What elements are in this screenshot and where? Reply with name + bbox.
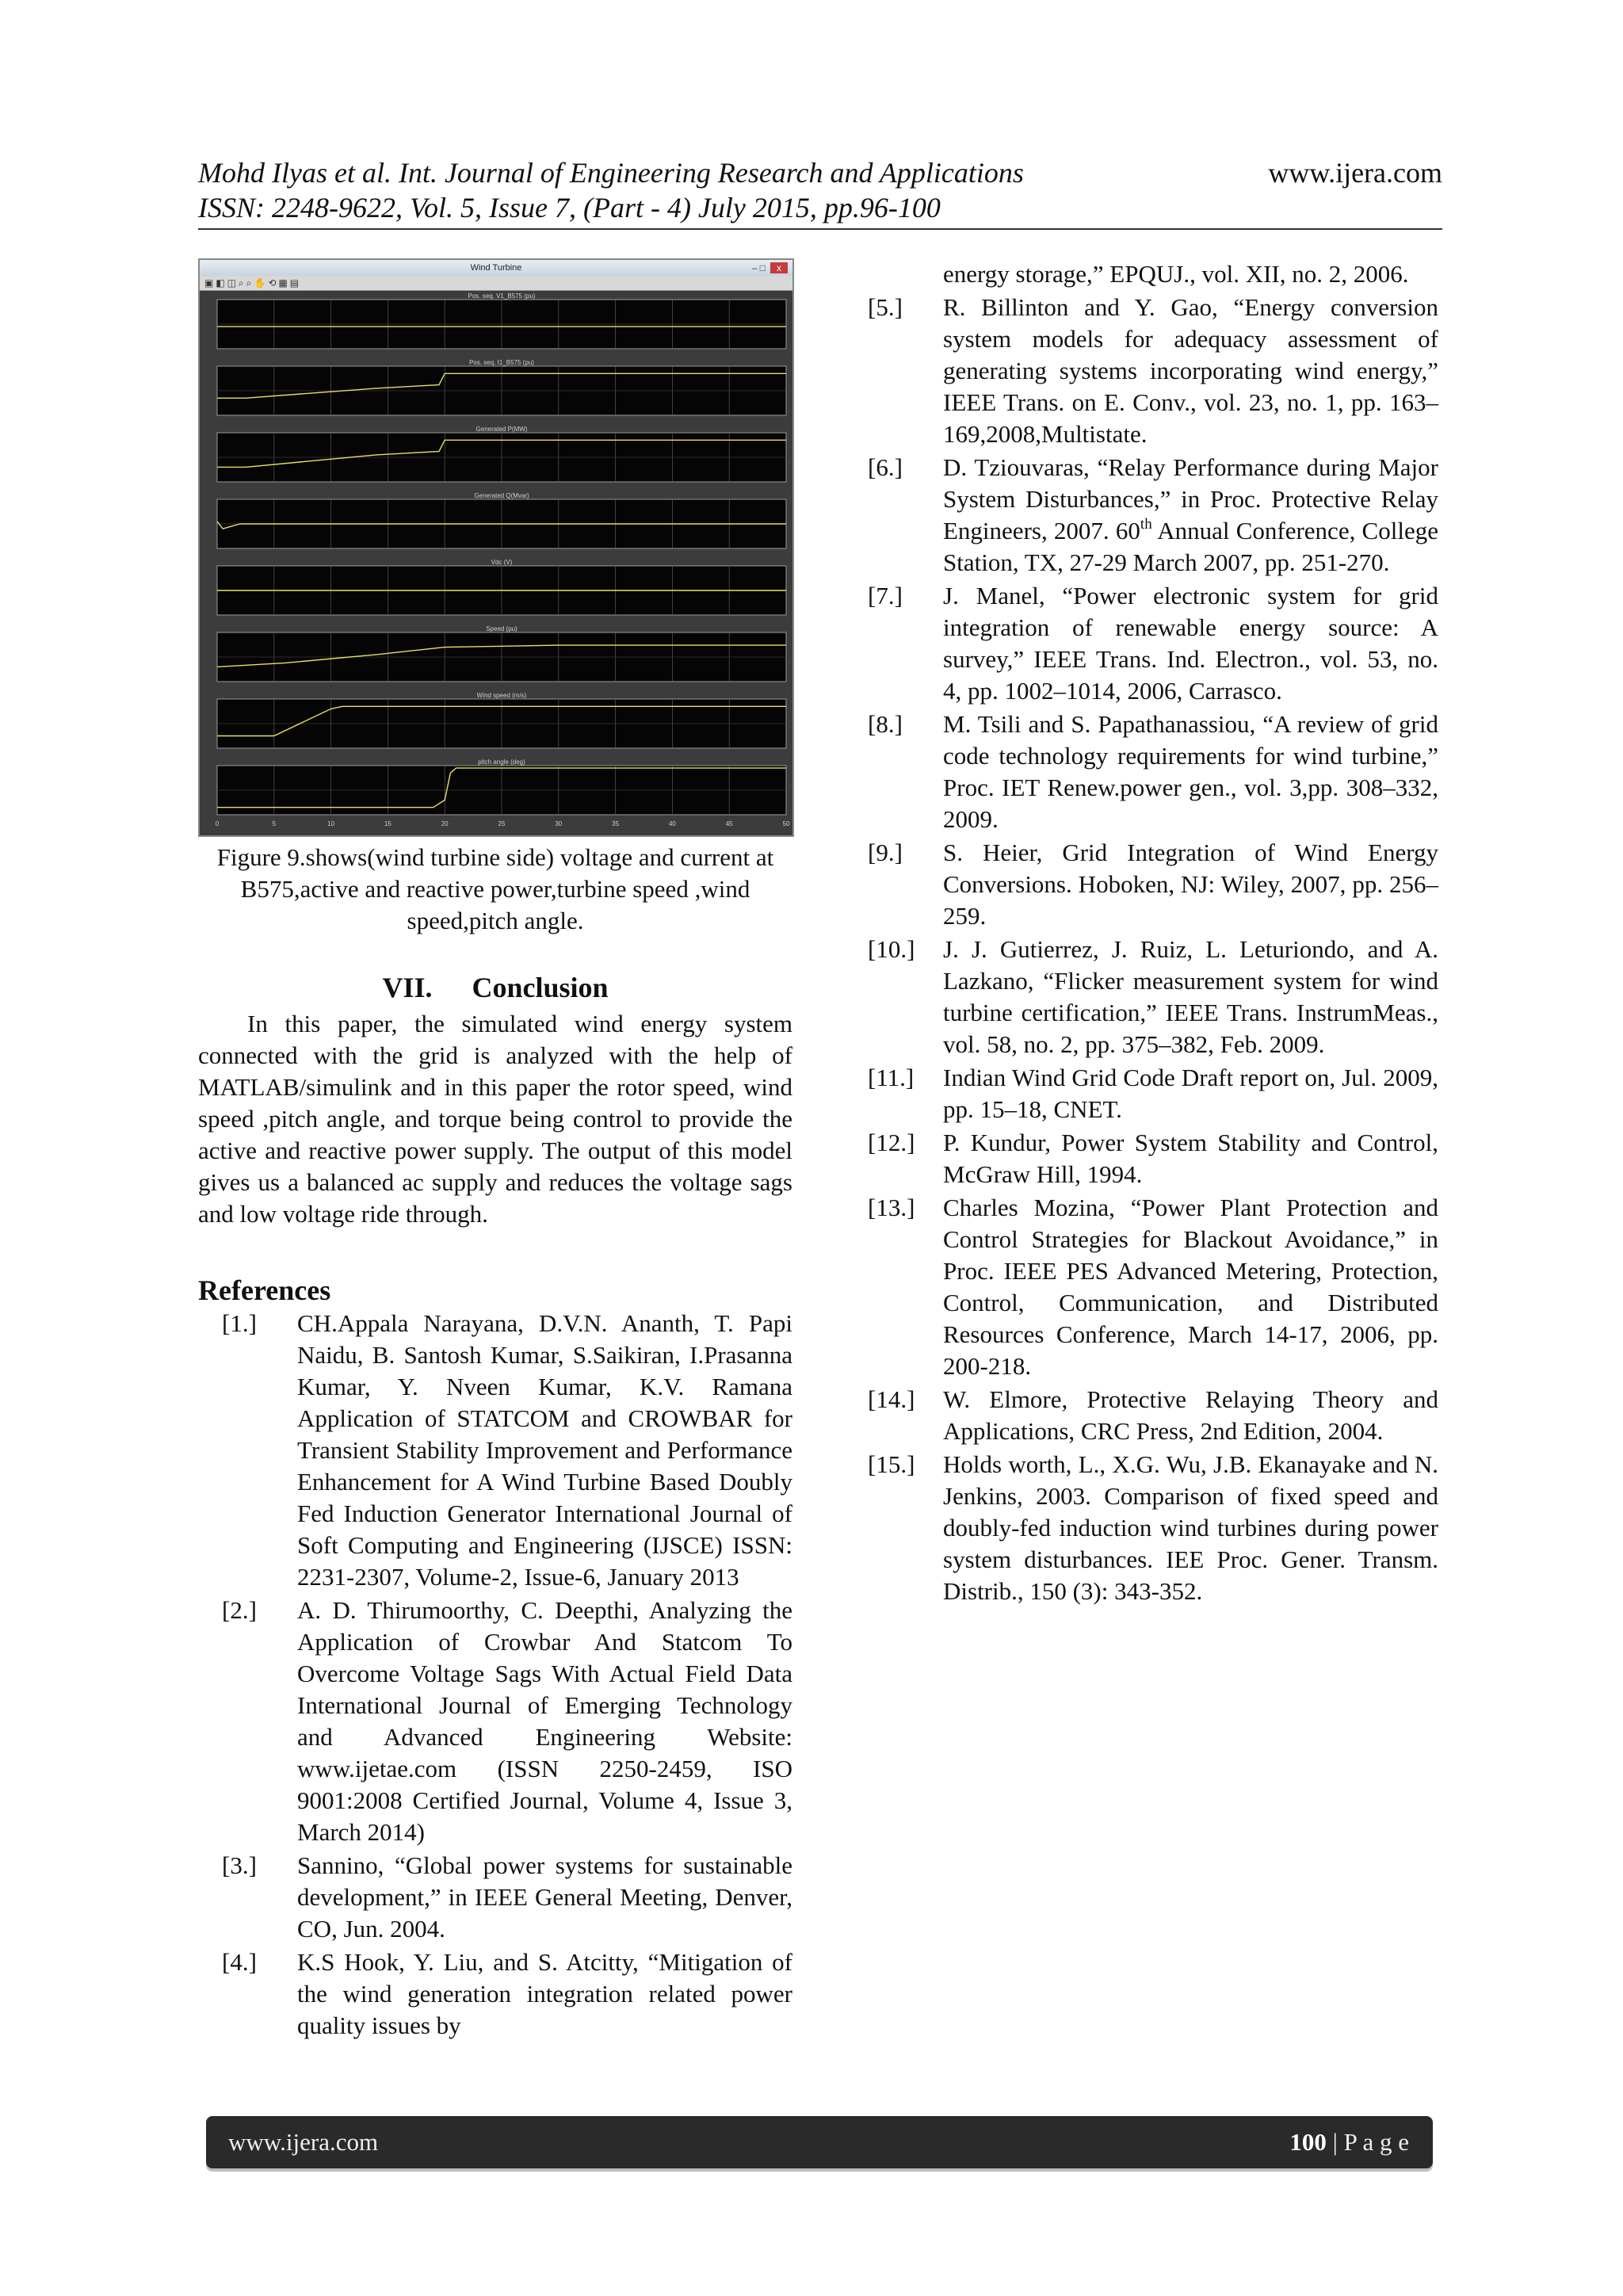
reference-number: [8.] <box>868 710 903 738</box>
reference-number: [3.] <box>222 1851 257 1879</box>
right-column <box>868 258 1438 1609</box>
x-tick-label: 35 <box>612 820 620 827</box>
reference-text: P. Kundur, Power System Stability and Control, McGraw Hill, 1994. <box>943 1129 1438 1188</box>
x-tick-label: 20 <box>441 820 449 827</box>
section-number: VII. <box>382 972 433 1003</box>
x-tick-label: 45 <box>725 820 733 827</box>
reference-item <box>868 709 1438 835</box>
page-footer <box>206 2116 1433 2168</box>
x-tick-label: 15 <box>384 820 391 827</box>
page-number <box>1289 2116 1409 2168</box>
figure-toolbar: ▣◧◫⌕⌕✋⟲▦▤ <box>200 276 792 291</box>
reference-text: M. Tsili and S. Papathanassiou, “A review of grid code technology requirements for wind turbine,” Proc. IET Renew.power gen., vol. 3,pp. 308–332, 2009. <box>943 710 1438 833</box>
scope-plots <box>200 290 792 835</box>
plot-label: Wind speed (m/s) <box>476 692 527 699</box>
reference-number: [1.] <box>222 1309 257 1337</box>
figure-window-title: Wind Turbine <box>470 263 522 273</box>
reference-text: A. D. Thirumoorthy, C. Deepthi, Analyzing the Application of Crowbar And Statcom To Overcome Voltage Sags With Actual Field Data International Journal of Emerging Technology and Advanced Engineering Website: www.ijetae.com (ISSN 2250-2459, ISO 9001:2008 Certified Journal, Volume 4, Issue 3, March 2014) <box>297 1596 792 1846</box>
section-title: Conclusion <box>472 972 609 1003</box>
plot-label: Generated Q(Mvar) <box>474 492 529 499</box>
reference-number: [13.] <box>868 1194 915 1221</box>
reference-text: energy storage,” EPQUJ., vol. XII, no. 2, 2006. <box>943 260 1409 288</box>
reference-item <box>198 1595 792 1848</box>
reference-text: Indian Wind Grid Code Draft report on, Jul. 2009, pp. 15–18, CNET. <box>943 1064 1438 1123</box>
reference-text: Charles Mozina, “Power Plant Protection and Control Strategies for Blackout Avoidance,” in Proc. IEEE PES Advanced Metering, Protection, Control, Communication, and Distributed Resources Conference, March 14-17, 2006, pp. 200-218. <box>943 1194 1438 1380</box>
x-tick-label: 25 <box>498 820 506 827</box>
header-url: www.ijera.com <box>1268 157 1442 189</box>
reference-number: [5.] <box>868 293 903 321</box>
reference-continuation <box>868 258 1438 290</box>
references-heading: References <box>198 1274 331 1306</box>
reference-number: [10.] <box>868 935 915 963</box>
reference-item <box>868 837 1438 932</box>
running-header-line-1 <box>198 155 1442 190</box>
reference-number: [9.] <box>868 839 903 866</box>
figure-caption: Figure 9.shows(wind turbine side) voltage and current at B575,active and reactive power,turbine speed ,wind speed,pitch angle. <box>216 843 774 934</box>
header-rule <box>198 228 1442 230</box>
reference-number: [14.] <box>868 1385 915 1413</box>
reference-text: W. Elmore, Protective Relaying Theory and Applications, CRC Press, 2nd Edition, 2004. <box>943 1385 1438 1445</box>
footer-url: www.ijera.com <box>228 2128 379 2156</box>
plot-label: Generated P(MW) <box>475 426 528 433</box>
reference-text: J. J. Gutierrez, J. Ruiz, L. Leturiondo, and A. Lazkano, “Flicker measurement system for wind turbine certification,” IEEE Trans. InstrumMeas., vol. 58, no. 2, pp. 375–382, Feb. 2009. <box>943 935 1438 1058</box>
simulation-figure <box>198 258 794 837</box>
reference-item <box>868 1127 1438 1190</box>
reference-item <box>868 1449 1438 1607</box>
x-tick-label: 5 <box>272 820 277 827</box>
reference-number: [2.] <box>222 1596 257 1624</box>
plot-label: Speed (pu) <box>486 625 517 632</box>
reference-item <box>868 1062 1438 1125</box>
reference-text: J. Manel, “Power electronic system for grid integration of renewable energy source: A survey,” IEEE Trans. Ind. Electron., vol. 53, no. 4, pp. 1002–1014, 2006, Carrasco. <box>943 582 1438 705</box>
page-label: | P a g e <box>1326 2128 1409 2156</box>
reference-number: [11.] <box>868 1064 915 1091</box>
window-controls <box>752 260 788 276</box>
section-heading <box>198 970 792 1005</box>
left-column <box>198 258 792 2043</box>
plot-label: pitch angle (deg) <box>478 758 525 766</box>
plot-label: Vdc (V) <box>491 559 513 566</box>
reference-number: [6.] <box>868 453 903 481</box>
reference-number: [7.] <box>868 582 903 609</box>
reference-list-left <box>198 1308 792 2042</box>
reference-item <box>198 1308 792 1593</box>
x-tick-label: 50 <box>782 820 790 827</box>
close-icon: x <box>770 262 788 273</box>
x-tick-label: 0 <box>215 820 220 827</box>
reference-text: S. Heier, Grid Integration of Wind Energy Conversions. Hoboken, NJ: Wiley, 2007, pp. 256–259. <box>943 839 1438 930</box>
journal-citation: Mohd Ilyas et al. Int. Journal of Engineering Research and Applications <box>198 157 1024 189</box>
x-tick-label: 10 <box>327 820 335 827</box>
plot-label: Pos. seq. I1_B575 (pu) <box>469 359 534 366</box>
reference-list-right <box>868 258 1438 1607</box>
minimize-maximize-icon: – □ <box>751 262 766 273</box>
reference-text: K.S Hook, Y. Liu, and S. Atcitty, “Mitigation of the wind generation integration related power quality issues by <box>297 1948 792 2039</box>
reference-number: [15.] <box>868 1450 915 1478</box>
reference-text: Sannino, “Global power systems for sustainable development,” in IEEE General Meeting, Denver, CO, Jun. 2004. <box>297 1851 792 1943</box>
reference-number: [4.] <box>222 1948 257 1976</box>
reference-item <box>868 1192 1438 1382</box>
reference-item <box>868 934 1438 1060</box>
x-tick-label: 30 <box>555 820 563 827</box>
x-tick-label: 40 <box>668 820 676 827</box>
reference-item <box>868 1384 1438 1447</box>
conclusion-paragraph: In this paper, the simulated wind energy system connected with the grid is analyzed with the help of MATLAB/simulink and in this paper the rotor speed, wind speed ,pitch angle, and torque being control to provide the active and reactive power supply. The output of this model gives us a balanced ac supply and reduces the voltage sags and low voltage ride through. <box>198 1010 792 1228</box>
page-number-value: 100 <box>1289 2128 1327 2156</box>
reference-item <box>868 580 1438 707</box>
reference-item <box>868 292 1438 450</box>
reference-item <box>198 1946 792 2042</box>
figure-window-titlebar <box>200 260 792 276</box>
reference-number: [12.] <box>868 1129 915 1156</box>
reference-text: Holds worth, L., X.G. Wu, J.B. Ekanayake and N. Jenkins, 2003. Comparison of fixed speed and doubly-fed induction wind turbines during power system disturbances. IEE Proc. Gener. Transm. Distrib., 150 (3): 343-352. <box>943 1450 1438 1605</box>
reference-text: D. Tziouvaras, “Relay Performance during Major System Disturbances,” in Proc. Protective Relay Engineers, 2007. 60 <box>943 453 1438 544</box>
plot-label: Pos. seq. V1_B575 (pu) <box>468 292 536 300</box>
reference-text: Annual Conference, College Station, TX, 27-29 March 2007, pp. 251-270. <box>943 517 1438 576</box>
superscript: th <box>1140 516 1152 533</box>
reference-item <box>868 452 1438 579</box>
running-header-line-2: ISSN: 2248-9622, Vol. 5, Issue 7, (Part - 4) July 2015, pp.96-100 <box>198 192 941 223</box>
reference-text: R. Billinton and Y. Gao, “Energy conversion system models for adequacy assessment of generating systems incorporating wind energy,” IEEE Trans. on E. Conv., vol. 23, no. 1, pp. 163–169,2008,Multistate. <box>943 293 1438 448</box>
reference-item <box>198 1850 792 1945</box>
reference-text: CH.Appala Narayana, D.V.N. Ananth, T. Papi Naidu, B. Santosh Kumar, S.Saikiran, I.Prasanna Kumar, Y. Nveen Kumar, K.V. Ramana Application of STATCOM and CROWBAR for Transient Stability Improvement and Performance Enhancement for A Wind Turbine Based Doubly Fed Induction Generator International Journal of Soft Computing and Engineering (IJSCE) ISSN: 2231-2307, Volume-2, Issue-6, January 2013 <box>297 1309 792 1591</box>
